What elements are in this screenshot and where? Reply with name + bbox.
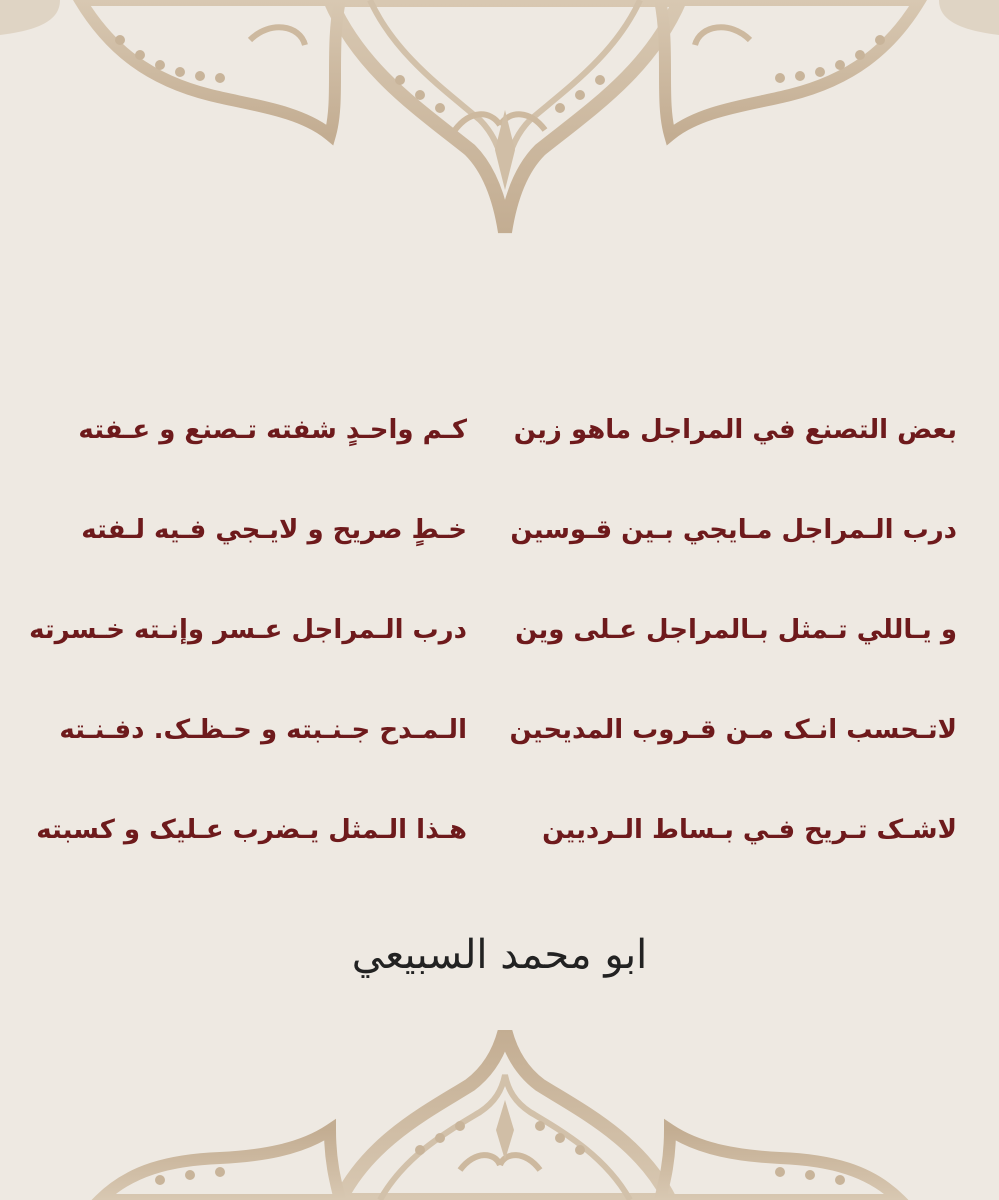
- verse-first-hemistich: درب الـمراجل مـايجي بـين قـوسين: [510, 515, 957, 545]
- bottom-ornament: [0, 1030, 999, 1200]
- author-name: ابو محمد السبيعي: [351, 932, 648, 978]
- verse-first-hemistich: لاتـحسب انـک مـن قـروب المديحين: [509, 715, 957, 745]
- right-arch: [660, 1130, 900, 1200]
- verse: [0, 705, 999, 765]
- left-arch: [80, 0, 340, 135]
- right-arch: [660, 0, 920, 135]
- verse: [0, 605, 999, 665]
- left-arch: [100, 1130, 340, 1200]
- verse: [0, 805, 999, 865]
- verse-first-hemistich: و يـاللي تـمثل بـالمراجل عـلى وين: [515, 615, 957, 645]
- verse-second-hemistich: كـم واحـدٍ شفته تـصنع و عـفته: [78, 415, 467, 445]
- verse-second-hemistich: درب الـمراجل عـسر وإنـته خـسرته: [29, 615, 467, 645]
- verse: [0, 405, 999, 465]
- verse-second-hemistich: خـطٍ صريح و لايـجي فـيه لـفته: [81, 515, 467, 545]
- verse-first-hemistich: بعض التصنع في المراجل ماهو زين: [513, 415, 957, 445]
- verse-first-hemistich: لاشـک تـريح فـي بـساط الـرديين: [542, 815, 957, 845]
- verse-second-hemistich: هـذا الـمثل يـضرب عـليک و کسبته: [36, 815, 467, 845]
- top-ornament: [0, 0, 999, 240]
- verse: [0, 505, 999, 565]
- verse-second-hemistich: الـمـدح جـنـبته و حـظـک. دفـنـته: [59, 715, 467, 745]
